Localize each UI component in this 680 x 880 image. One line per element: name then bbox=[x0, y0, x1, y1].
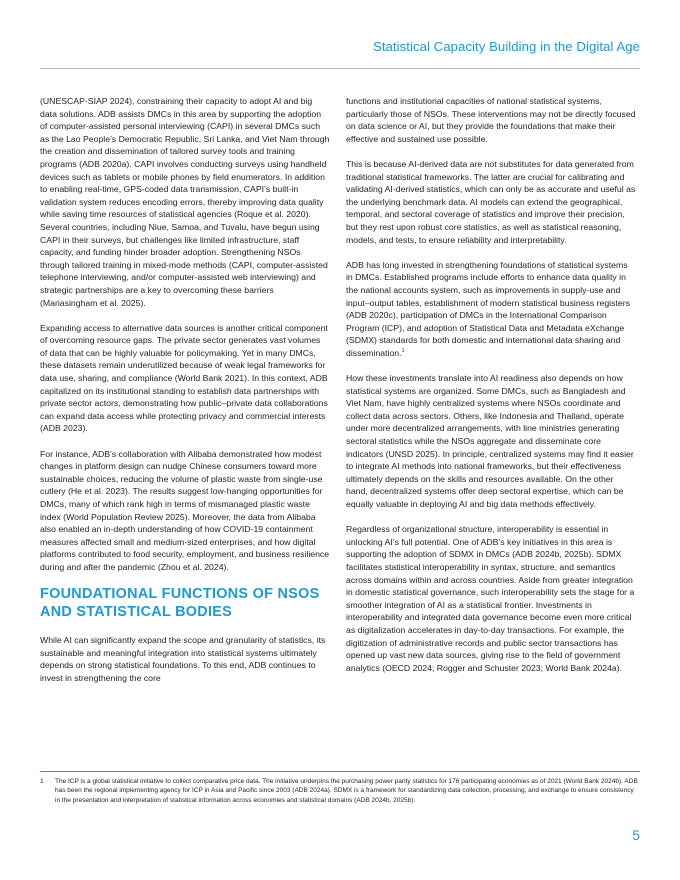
body-paragraph: This is because AI-derived data are not substitutes for data generated from traditional statistical frameworks. The latter are crucial for calibrating and validating AI-derived statistics, which can only be as accurate and useful as the underlying benchmark data. AI models can extend the geographical, temporal, and sectoral coverage of statistics and improve their precision, but they rest upon robust core statistics, as well as statistical reasoning, models, and tests, to ensure reliability and interpretability. bbox=[346, 158, 636, 245]
paragraph-text: ADB has long invested in strengthening foundations of statistical systems in DMCs. Established programs include efforts to enhance data quality in the national accounts system, such as improvements in supply-use and input–output tables, establishment of modern statistical business registers (ADB 2020c), participation of DMCs in the International Comparison Program (ICP), and adoption of Statistical Data and Metadata eXchange (SDMX) standards for both domestic and international data sharing and dissemination. bbox=[346, 259, 630, 358]
body-paragraph: (UNESCAP-SIAP 2024), constraining their capacity to adopt AI and big data solutions. ADB assists DMCs in this area by supporting the adoption of computer-assisted personal interviewing (CAPI) in several DMCs such as the Lao People’s Democratic Republic, Sri Lanka, and Viet Nam through the creation and dissemination of tailored survey tools and training programs (ADB 2020a). CAPI involves conducting surveys using handheld devices such as tablets or mobile phones by field enumerators. In addition to enabling real-time, GPS-coded data transmission, CAPI’s built-in validation system reduces encoding errors, thereby improving data quality while saving time resources of statistical agencies (Roque et al. 2020). Several countries, including Niue, Samoa, and Tuvalu, have begun using CAPI in their surveys, but challenges like limited infrastructure, staff capacity, and funding hinder broader adoption. Strengthening NSOs through tailored training in mixed-mode methods (CAPI, computer-assisted telephone interviewing, and/or computer-assisted web interviewing) and strategic partnerships are a key to overcoming these barriers (Mariasingham et al. 2025). bbox=[40, 96, 330, 308]
left-column bbox=[40, 95, 330, 697]
section-heading: FOUNDATIONAL FUNCTIONS OF NSOS AND STATISTICAL BODIES bbox=[40, 586, 320, 620]
page-number: 5 bbox=[632, 827, 640, 843]
footnote-number: 1 bbox=[40, 778, 44, 785]
right-column bbox=[346, 95, 636, 687]
footnote-text: The ICP is a global statistical initiative to collect comparative price data. The initiative underpins the purchasing power parity statistics for 176 participating economies as of 2021 (World Bank 2024b). ADB has been the regional implementing agency for ICP in Asia and Pacific since 2003 (ADB 2024a). SDMX is a framework for standardizing data collection, processing, and exchange to ensure consistency in the presentation and interpretation of statistical information across economies and statistical domains (ADB 2024b, 2025b). bbox=[55, 778, 638, 804]
body-paragraph bbox=[346, 259, 636, 360]
footnote-reference[interactable]: 1 bbox=[401, 347, 405, 354]
body-paragraph: functions and institutional capacities of national statistical systems, particularly those of NSOs. These interventions may not be directly focused on data science or AI, but they provide the foundations that make their effective and sustained use possible. bbox=[346, 96, 636, 144]
body-paragraph: While AI can significantly expand the scope and granularity of statistics, its sustainable and meaningful integration into statistical systems ultimately depends on strong statistical foundations. To this end, ADB continues to invest in strengthening the core bbox=[40, 635, 326, 683]
footnote bbox=[40, 777, 640, 805]
body-paragraph: For instance, ADB’s collaboration with Alibaba demonstrated how modest changes in platform design can nudge Chinese consumers toward more sustainable choices, reducing the volume of plastic waste from single-use cutlery (He et al. 2023). The results suggest low-hanging opportunities for DMCs, many of which rank high in terms of mismanaged plastic waste index (World Population Review 2025). Moreover, the data from Alibaba also enabled an in-depth understanding of how COVID-19 containment measures affected small and medium-sized enterprises, and how digital platforms contributed to food security, employment, and business resilience during and after the pandemic (Zhou et al. 2024). bbox=[40, 448, 330, 572]
footnote-divider bbox=[40, 771, 640, 772]
body-paragraph: Expanding access to alternative data sources is another critical component of overcoming resource gaps. The private sector generates vast volumes of data that can be highly valuable for policymaking. Yet in many DMCs, these datasets remain underutilized because of weak legal frameworks for data use, sharing, and compliance (World Bank 2021). In this context, ADB capitalized on its institutional standing to establish data partnerships with private sector actors, demonstrating how public–private data collaborations can expand data access while protecting privacy and commercial interests (ADB 2023). bbox=[40, 322, 328, 434]
running-title: Statistical Capacity Building in the Digital Age bbox=[372, 39, 640, 54]
body-paragraph: How these investments translate into AI readiness also depends on how statistical systems are organized. Some DMCs, such as Bangladesh and Viet Nam, have highly centralized systems where NSOs coordinate and collect data across sectors. Others, like Indonesia and Thailand, operate under more decentralized arrangements, with line ministries generating sectoral statistics while the NSOs aggregate and disseminate core indicators (UNSD 2025). In principle, centralized systems may find it easier to integrate AI methods into national frameworks, but their effectiveness ultimately depends on the skills and resources available. On the other hand, decentralized systems offer deep sectoral expertise, which can be equally valuable in deploying AI and big data methods effectively. bbox=[346, 373, 634, 509]
header-divider bbox=[40, 68, 640, 69]
body-paragraph: Regardless of organizational structure, interoperability is essential in unlocking AI’s full potential. One of ADB’s key initiatives in this area is supporting the adoption of SDMX in DMCs (ADB 2024b, 2025b). SDMX facilitates statistical interoperability in syntax, structure, and semantics across domains within and across countries. Aside from greater integration in domestic statistical governance, such interoperability sets the stage for a smoother integration of AI as a statistical frontier. Investments in interoperability and integrated data governance become even more critical as digitalization accelerates in day-to-day transactions. For example, the digitization of administrative records and public sector transactions has opened up vast new data sources, giving rise to the field of government analytics (OECD 2024; Rogger and Schuster 2023; World Bank 2024a). bbox=[346, 524, 635, 673]
